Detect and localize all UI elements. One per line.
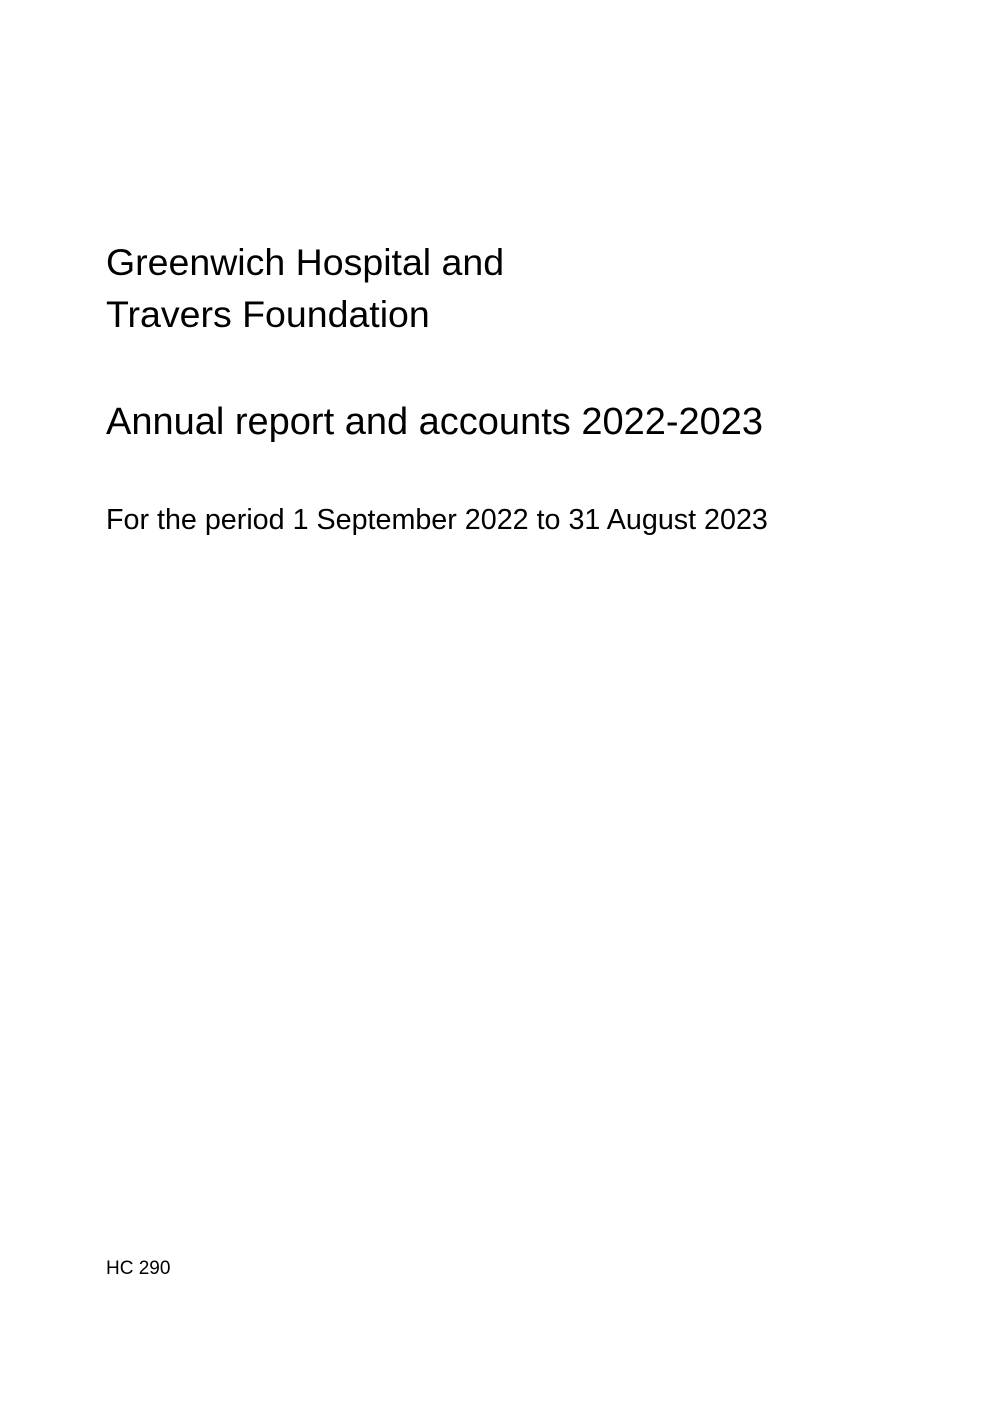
organisation-title-line-2: Travers Foundation bbox=[106, 293, 430, 335]
organisation-title-line-1: Greenwich Hospital and bbox=[106, 241, 505, 283]
organisation-title bbox=[106, 236, 504, 340]
house-of-commons-number: HC 290 bbox=[106, 1258, 171, 1279]
reporting-period: For the period 1 September 2022 to 31 August 2023 bbox=[106, 504, 768, 536]
report-title: Annual report and accounts 2022-2023 bbox=[106, 401, 764, 443]
